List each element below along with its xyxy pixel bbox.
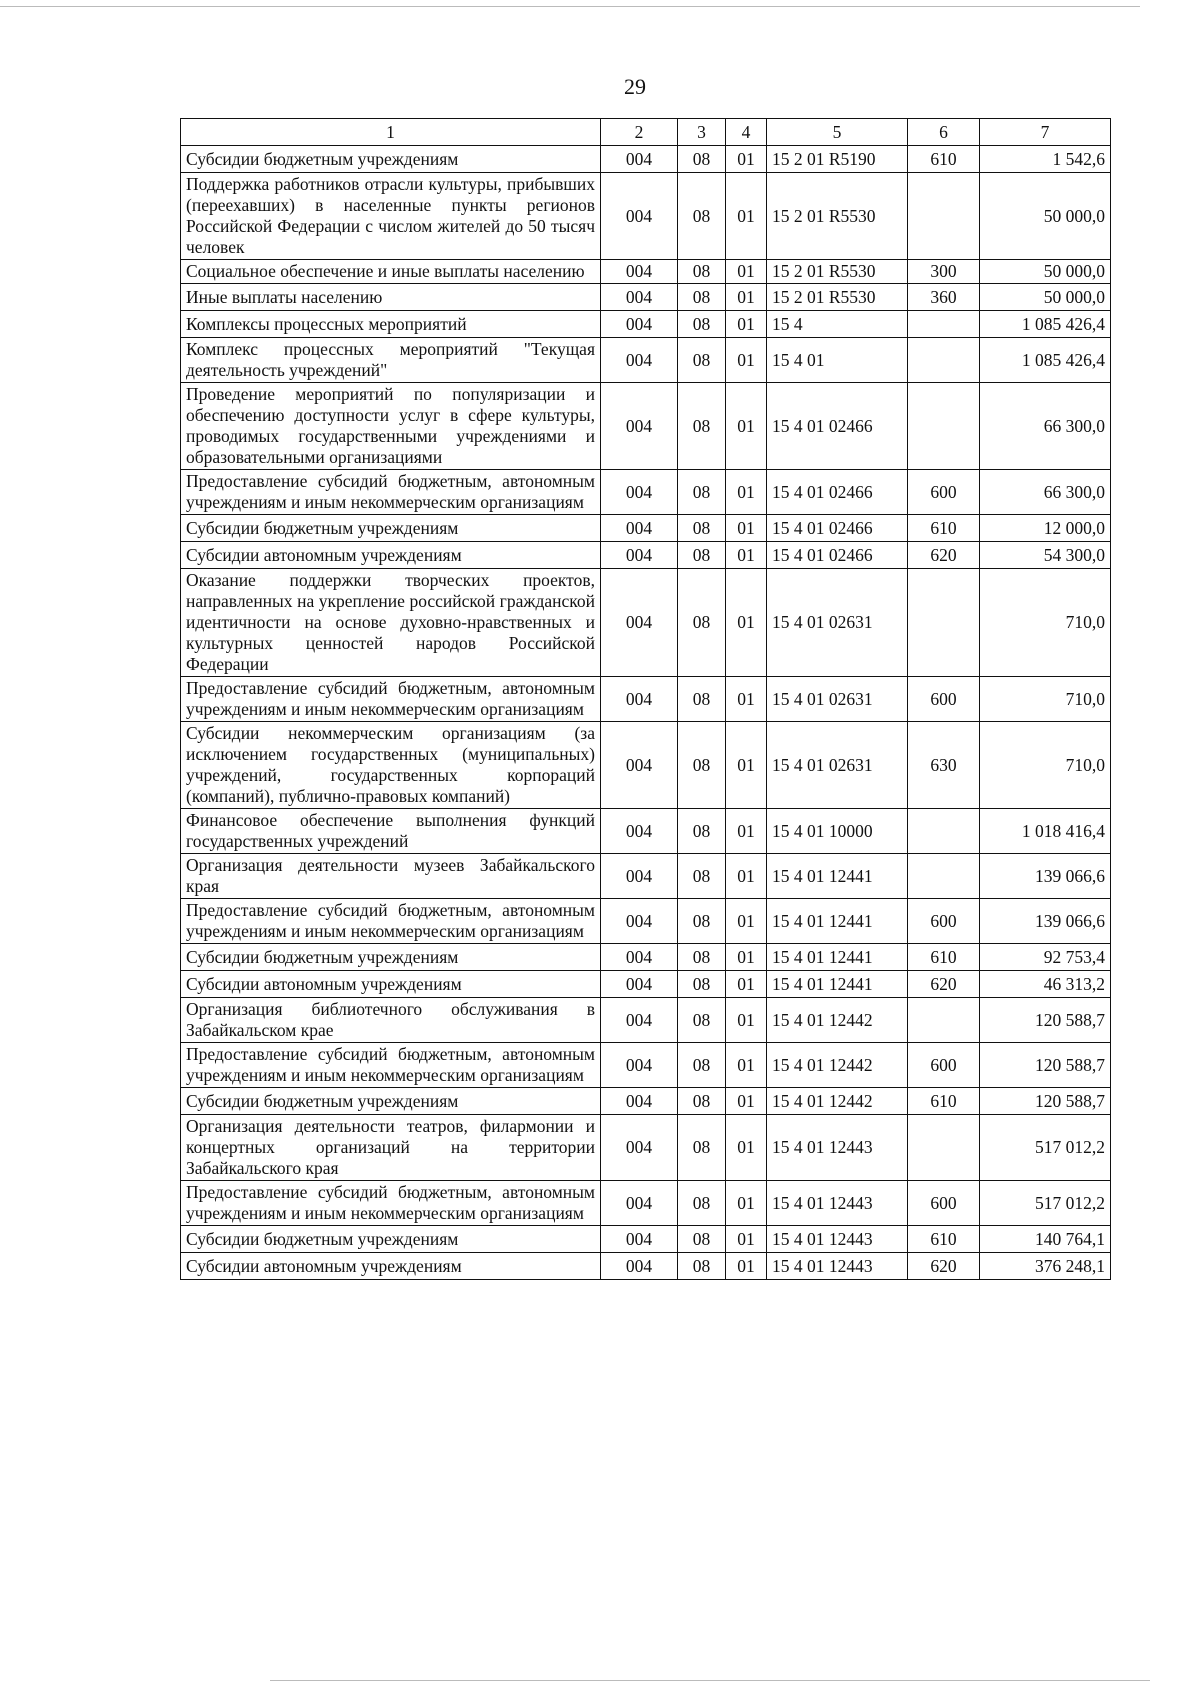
expense-type-cell: 620 xyxy=(908,971,980,998)
code-subsection-cell: 01 xyxy=(726,470,767,515)
code-subsection-cell: 01 xyxy=(726,1115,767,1181)
code-subsection-cell: 01 xyxy=(726,1181,767,1226)
table-row xyxy=(181,854,1111,899)
code-subsection-cell: 01 xyxy=(726,971,767,998)
expense-type-cell: 600 xyxy=(908,470,980,515)
row-name-cell: Комплекс процессных мероприятий "Текущая деятельность учреждений" xyxy=(181,338,601,383)
amount-cell: 517 012,2 xyxy=(980,1181,1111,1226)
code-section-cell: 004 xyxy=(601,899,678,944)
code-section-cell: 004 xyxy=(601,1088,678,1115)
code-chapter-cell: 08 xyxy=(678,542,726,569)
expense-type-cell: 620 xyxy=(908,1253,980,1280)
code-subsection-cell: 01 xyxy=(726,284,767,311)
table-row xyxy=(181,971,1111,998)
code-chapter-cell: 08 xyxy=(678,569,726,677)
code-section-cell: 004 xyxy=(601,542,678,569)
code-section-cell: 004 xyxy=(601,1043,678,1088)
amount-cell: 50 000,0 xyxy=(980,260,1111,284)
table-row xyxy=(181,1181,1111,1226)
code-subsection-cell: 01 xyxy=(726,569,767,677)
code-subsection-cell: 01 xyxy=(726,1043,767,1088)
code-chapter-cell: 08 xyxy=(678,722,726,809)
column-header: 6 xyxy=(908,119,980,146)
target-article-cell: 15 4 01 12442 xyxy=(767,1043,908,1088)
row-name-cell: Организация деятельности театров, филармонии и концертных организаций на территории Забайкальского края xyxy=(181,1115,601,1181)
code-section-cell: 004 xyxy=(601,722,678,809)
target-article-cell: 15 4 01 02466 xyxy=(767,515,908,542)
code-section-cell: 004 xyxy=(601,515,678,542)
code-chapter-cell: 08 xyxy=(678,1043,726,1088)
code-chapter-cell: 08 xyxy=(678,1226,726,1253)
amount-cell: 139 066,6 xyxy=(980,854,1111,899)
code-subsection-cell: 01 xyxy=(726,998,767,1043)
table-row xyxy=(181,383,1111,470)
column-header: 4 xyxy=(726,119,767,146)
code-section-cell: 004 xyxy=(601,146,678,173)
code-chapter-cell: 08 xyxy=(678,173,726,260)
table-row xyxy=(181,260,1111,284)
target-article-cell: 15 4 01 12441 xyxy=(767,899,908,944)
amount-cell: 710,0 xyxy=(980,677,1111,722)
row-name-cell: Предоставление субсидий бюджетным, автономным учреждениям и иным некоммерческим организациям xyxy=(181,470,601,515)
code-chapter-cell: 08 xyxy=(678,311,726,338)
code-chapter-cell: 08 xyxy=(678,998,726,1043)
code-subsection-cell: 01 xyxy=(726,809,767,854)
column-header: 5 xyxy=(767,119,908,146)
code-subsection-cell: 01 xyxy=(726,899,767,944)
code-chapter-cell: 08 xyxy=(678,899,726,944)
page-number: 29 xyxy=(624,74,646,99)
table-header-row xyxy=(181,119,1111,146)
code-chapter-cell: 08 xyxy=(678,677,726,722)
expense-type-cell: 610 xyxy=(908,146,980,173)
code-section-cell: 004 xyxy=(601,311,678,338)
table-row xyxy=(181,809,1111,854)
table-row xyxy=(181,677,1111,722)
code-chapter-cell: 08 xyxy=(678,1088,726,1115)
amount-cell: 66 300,0 xyxy=(980,383,1111,470)
code-subsection-cell: 01 xyxy=(726,173,767,260)
row-name-cell: Оказание поддержки творческих проектов, направленных на укрепление российской гражданской идентичности на основе духовно-нравственных и культурных ценностей народов Российской Федерации xyxy=(181,569,601,677)
table-row xyxy=(181,284,1111,311)
code-section-cell: 004 xyxy=(601,1226,678,1253)
amount-cell: 1 085 426,4 xyxy=(980,338,1111,383)
budget-table xyxy=(180,118,1111,1280)
code-section-cell: 004 xyxy=(601,1115,678,1181)
target-article-cell: 15 4 01 02631 xyxy=(767,569,908,677)
code-section-cell: 004 xyxy=(601,284,678,311)
target-article-cell: 15 4 01 12443 xyxy=(767,1226,908,1253)
expense-type-cell: 600 xyxy=(908,899,980,944)
expense-type-cell xyxy=(908,311,980,338)
expense-type-cell xyxy=(908,854,980,899)
code-section-cell: 004 xyxy=(601,854,678,899)
amount-cell: 54 300,0 xyxy=(980,542,1111,569)
table-row xyxy=(181,338,1111,383)
target-article-cell: 15 2 01 R5530 xyxy=(767,260,908,284)
table-row xyxy=(181,1088,1111,1115)
code-section-cell: 004 xyxy=(601,260,678,284)
code-section-cell: 004 xyxy=(601,173,678,260)
target-article-cell: 15 4 01 02466 xyxy=(767,542,908,569)
row-name-cell: Социальное обеспечение и иные выплаты населению xyxy=(181,260,601,284)
amount-cell: 710,0 xyxy=(980,722,1111,809)
column-header: 2 xyxy=(601,119,678,146)
target-article-cell: 15 4 01 02466 xyxy=(767,383,908,470)
table-row xyxy=(181,722,1111,809)
table-row xyxy=(181,1253,1111,1280)
row-name-cell: Проведение мероприятий по популяризации и обеспечению доступности услуг в сфере культуры, проводимых государственными учреждениями и образовательными организациями xyxy=(181,383,601,470)
amount-cell: 120 588,7 xyxy=(980,1043,1111,1088)
amount-cell: 376 248,1 xyxy=(980,1253,1111,1280)
amount-cell: 139 066,6 xyxy=(980,899,1111,944)
row-name-cell: Субсидии автономным учреждениям xyxy=(181,1253,601,1280)
table-row xyxy=(181,899,1111,944)
expense-type-cell xyxy=(908,338,980,383)
code-chapter-cell: 08 xyxy=(678,383,726,470)
code-chapter-cell: 08 xyxy=(678,944,726,971)
expense-type-cell: 600 xyxy=(908,1043,980,1088)
row-name-cell: Организация деятельности музеев Забайкальского края xyxy=(181,854,601,899)
code-section-cell: 004 xyxy=(601,998,678,1043)
table-body xyxy=(181,146,1111,1280)
amount-cell: 710,0 xyxy=(980,569,1111,677)
code-chapter-cell: 08 xyxy=(678,809,726,854)
expense-type-cell xyxy=(908,998,980,1043)
amount-cell: 92 753,4 xyxy=(980,944,1111,971)
amount-cell: 66 300,0 xyxy=(980,470,1111,515)
target-article-cell: 15 2 01 R5190 xyxy=(767,146,908,173)
target-article-cell: 15 4 01 12441 xyxy=(767,854,908,899)
table-row xyxy=(181,542,1111,569)
table-row xyxy=(181,569,1111,677)
target-article-cell: 15 4 01 12442 xyxy=(767,998,908,1043)
code-chapter-cell: 08 xyxy=(678,260,726,284)
expense-type-cell: 610 xyxy=(908,944,980,971)
code-subsection-cell: 01 xyxy=(726,677,767,722)
row-name-cell: Иные выплаты населению xyxy=(181,284,601,311)
amount-cell: 120 588,7 xyxy=(980,998,1111,1043)
row-name-cell: Субсидии некоммерческим организациям (за исключением государственных (муниципальных) учреждений, государственных корпораций (компаний), публично-правовых компаний) xyxy=(181,722,601,809)
code-subsection-cell: 01 xyxy=(726,338,767,383)
code-subsection-cell: 01 xyxy=(726,542,767,569)
table-row xyxy=(181,311,1111,338)
code-chapter-cell: 08 xyxy=(678,146,726,173)
code-chapter-cell: 08 xyxy=(678,1181,726,1226)
amount-cell: 140 764,1 xyxy=(980,1226,1111,1253)
table-row xyxy=(181,998,1111,1043)
row-name-cell: Предоставление субсидий бюджетным, автономным учреждениям и иным некоммерческим организациям xyxy=(181,1043,601,1088)
target-article-cell: 15 4 01 12441 xyxy=(767,944,908,971)
amount-cell: 50 000,0 xyxy=(980,173,1111,260)
code-subsection-cell: 01 xyxy=(726,722,767,809)
row-name-cell: Предоставление субсидий бюджетным, автономным учреждениям и иным некоммерческим организациям xyxy=(181,1181,601,1226)
table-row xyxy=(181,944,1111,971)
column-header: 7 xyxy=(980,119,1111,146)
table-row xyxy=(181,1115,1111,1181)
code-subsection-cell: 01 xyxy=(726,1253,767,1280)
target-article-cell: 15 4 xyxy=(767,311,908,338)
amount-cell: 120 588,7 xyxy=(980,1088,1111,1115)
target-article-cell: 15 4 01 02631 xyxy=(767,677,908,722)
code-section-cell: 004 xyxy=(601,971,678,998)
expense-type-cell xyxy=(908,173,980,260)
code-section-cell: 004 xyxy=(601,944,678,971)
code-section-cell: 004 xyxy=(601,383,678,470)
amount-cell: 1 085 426,4 xyxy=(980,311,1111,338)
code-subsection-cell: 01 xyxy=(726,944,767,971)
row-name-cell: Комплексы процессных мероприятий xyxy=(181,311,601,338)
code-chapter-cell: 08 xyxy=(678,1253,726,1280)
expense-type-cell: 610 xyxy=(908,1088,980,1115)
expense-type-cell xyxy=(908,809,980,854)
table-row xyxy=(181,515,1111,542)
amount-cell: 50 000,0 xyxy=(980,284,1111,311)
amount-cell: 46 313,2 xyxy=(980,971,1111,998)
code-section-cell: 004 xyxy=(601,569,678,677)
expense-type-cell: 610 xyxy=(908,515,980,542)
column-header: 3 xyxy=(678,119,726,146)
code-subsection-cell: 01 xyxy=(726,146,767,173)
target-article-cell: 15 4 01 12443 xyxy=(767,1253,908,1280)
code-chapter-cell: 08 xyxy=(678,338,726,383)
expense-type-cell: 610 xyxy=(908,1226,980,1253)
row-name-cell: Субсидии автономным учреждениям xyxy=(181,971,601,998)
target-article-cell: 15 2 01 R5530 xyxy=(767,173,908,260)
code-section-cell: 004 xyxy=(601,809,678,854)
target-article-cell: 15 4 01 12441 xyxy=(767,971,908,998)
target-article-cell: 15 4 01 12443 xyxy=(767,1181,908,1226)
code-chapter-cell: 08 xyxy=(678,284,726,311)
code-subsection-cell: 01 xyxy=(726,260,767,284)
expense-type-cell xyxy=(908,1115,980,1181)
target-article-cell: 15 4 01 xyxy=(767,338,908,383)
row-name-cell: Субсидии бюджетным учреждениям xyxy=(181,515,601,542)
expense-type-cell: 630 xyxy=(908,722,980,809)
code-section-cell: 004 xyxy=(601,338,678,383)
scan-edge-bottom xyxy=(270,1680,1150,1681)
row-name-cell: Субсидии бюджетным учреждениям xyxy=(181,944,601,971)
target-article-cell: 15 4 01 02466 xyxy=(767,470,908,515)
target-article-cell: 15 4 01 12442 xyxy=(767,1088,908,1115)
expense-type-cell xyxy=(908,569,980,677)
expense-type-cell xyxy=(908,383,980,470)
row-name-cell: Поддержка работников отрасли культуры, прибывших (переехавших) в населенные пункты регионов Российской Федерации с числом жителей до 50 тысяч человек xyxy=(181,173,601,260)
amount-cell: 517 012,2 xyxy=(980,1115,1111,1181)
code-chapter-cell: 08 xyxy=(678,971,726,998)
table-row xyxy=(181,470,1111,515)
amount-cell: 1 542,6 xyxy=(980,146,1111,173)
table-row xyxy=(181,146,1111,173)
amount-cell: 1 018 416,4 xyxy=(980,809,1111,854)
code-subsection-cell: 01 xyxy=(726,383,767,470)
target-article-cell: 15 2 01 R5530 xyxy=(767,284,908,311)
code-subsection-cell: 01 xyxy=(726,1088,767,1115)
code-chapter-cell: 08 xyxy=(678,515,726,542)
row-name-cell: Субсидии бюджетным учреждениям xyxy=(181,146,601,173)
code-subsection-cell: 01 xyxy=(726,1226,767,1253)
row-name-cell: Организация библиотечного обслуживания в Забайкальском крае xyxy=(181,998,601,1043)
row-name-cell: Предоставление субсидий бюджетным, автономным учреждениям и иным некоммерческим организациям xyxy=(181,677,601,722)
code-chapter-cell: 08 xyxy=(678,1115,726,1181)
expense-type-cell: 620 xyxy=(908,542,980,569)
target-article-cell: 15 4 01 02631 xyxy=(767,722,908,809)
code-chapter-cell: 08 xyxy=(678,854,726,899)
code-subsection-cell: 01 xyxy=(726,311,767,338)
code-subsection-cell: 01 xyxy=(726,515,767,542)
target-article-cell: 15 4 01 10000 xyxy=(767,809,908,854)
expense-type-cell: 600 xyxy=(908,677,980,722)
row-name-cell: Субсидии автономным учреждениям xyxy=(181,542,601,569)
amount-cell: 12 000,0 xyxy=(980,515,1111,542)
expense-type-cell: 360 xyxy=(908,284,980,311)
code-section-cell: 004 xyxy=(601,677,678,722)
code-section-cell: 004 xyxy=(601,1181,678,1226)
table-row xyxy=(181,173,1111,260)
code-section-cell: 004 xyxy=(601,1253,678,1280)
scan-edge-top xyxy=(0,6,1140,7)
row-name-cell: Субсидии бюджетным учреждениям xyxy=(181,1226,601,1253)
expense-type-cell: 600 xyxy=(908,1181,980,1226)
code-subsection-cell: 01 xyxy=(726,854,767,899)
column-header: 1 xyxy=(181,119,601,146)
table-row xyxy=(181,1226,1111,1253)
target-article-cell: 15 4 01 12443 xyxy=(767,1115,908,1181)
row-name-cell: Предоставление субсидий бюджетным, автономным учреждениям и иным некоммерческим организациям xyxy=(181,899,601,944)
row-name-cell: Субсидии бюджетным учреждениям xyxy=(181,1088,601,1115)
code-chapter-cell: 08 xyxy=(678,470,726,515)
row-name-cell: Финансовое обеспечение выполнения функций государственных учреждений xyxy=(181,809,601,854)
code-section-cell: 004 xyxy=(601,470,678,515)
expense-type-cell: 300 xyxy=(908,260,980,284)
table-row xyxy=(181,1043,1111,1088)
